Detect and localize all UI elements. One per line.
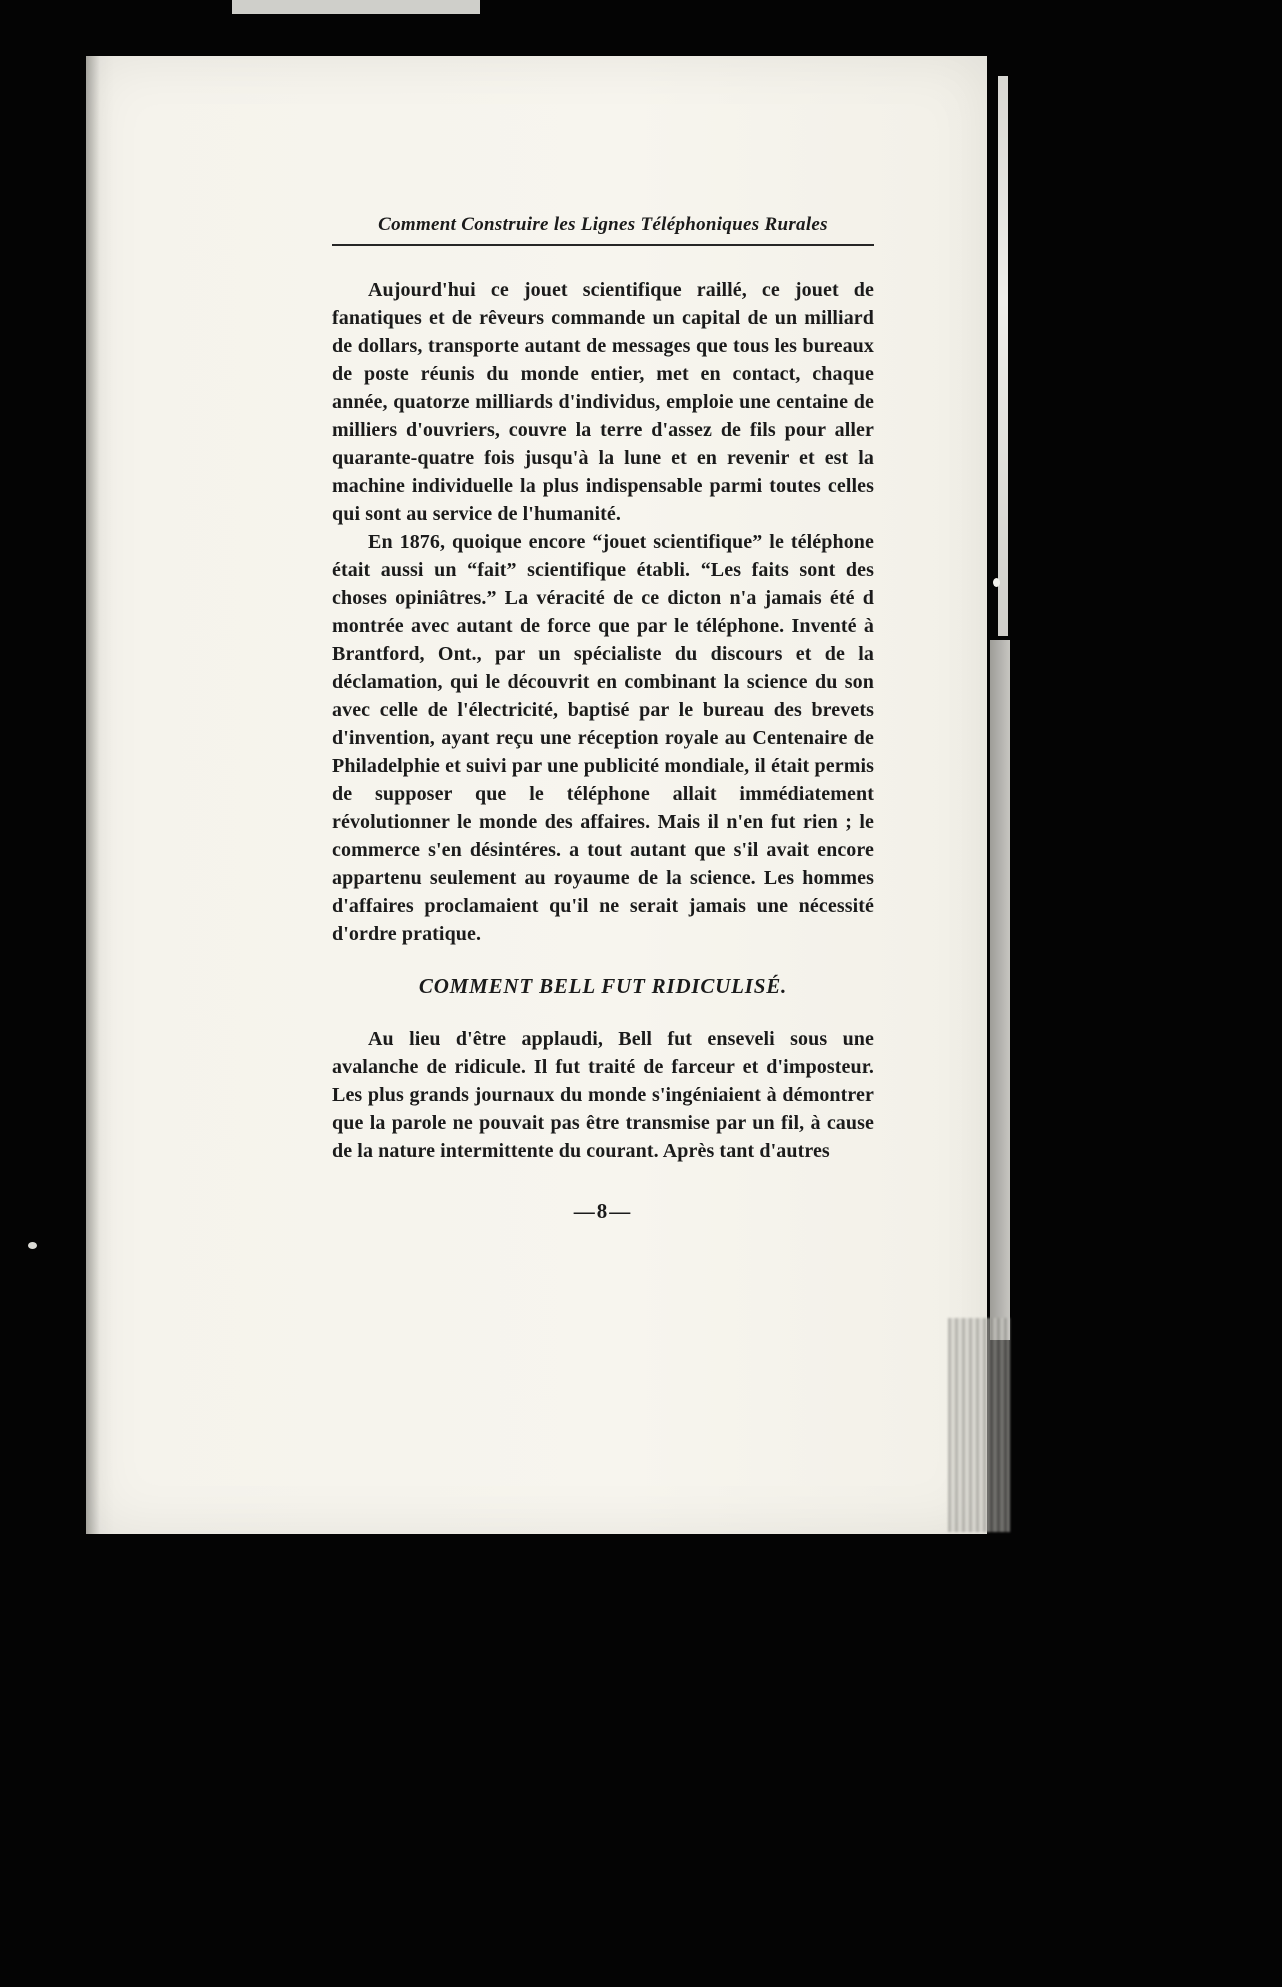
book-page — [86, 56, 987, 1534]
scan-artifact-speck-left — [28, 1242, 37, 1249]
section-heading: COMMENT BELL FUT RIDICULISÉ. — [418, 974, 788, 998]
scan-artifact-bottom-right — [948, 1318, 1010, 1532]
scan-artifact-speck-right — [993, 578, 1000, 587]
scan-artifact-page-edge-lower — [990, 640, 1010, 1340]
paragraph-1: Aujourd'hui ce jouet scientifique raillé, ce jouet de fanatiques et de rêveurs commande un capital de un milliard de dollars, transporte autant de messages que tous les bureaux de poste réunis du monde entier, met en contact, chaque année, quatorze milliards d'individus, emploie une centaine de milliers d'ouvriers, couvre la terre d'assez de fils pour aller quarante-quatre fois jusqu'à la lune et en revenir et est la machine individuelle la plus indispensable parmi toutes celles qui sont au service de l'humanité. — [332, 279, 874, 525]
paragraph-2: En 1876, quoique encore “jouet scientifique” le téléphone était aussi un “fait” scientifique établi. “Les faits sont des choses opiniâtres.” La véracité de ce dicton n'a jamais été d montrée avec autant de force que par le téléphone. Inventé à Brantford, Ont., par un spécialiste du discours et de la déclamation, qui le découvrit en combinant la science du son avec celle de l'électricité, baptisé par le bureau des brevets d'invention, ayant reçu une réception royale au Centenaire de Philadelphie et suivi par une publicité mondiale, il était permis de supposer que le téléphone allait immédiatement révolutionner le monde des affaires. Mais il n'en fut rien ; le commerce s'en désintéres. a tout autant que s'il avait encore appartenu seulement au royaume de la science. Les hommes d'affaires proclamaient qu'il ne serait jamais une nécessité d'ordre pratique. — [332, 531, 874, 945]
page-number: —8— — [573, 1199, 633, 1223]
text-column — [332, 214, 874, 1224]
running-header: Comment Construire les Lignes Téléphoniques Rurales — [332, 214, 874, 246]
scan-artifact-page-edge-upper — [998, 76, 1008, 636]
scan-artifact-top-streak — [232, 0, 480, 14]
paragraph-3: Au lieu d'être applaudi, Bell fut enseveli sous une avalanche de ridicule. Il fut traité de farceur et d'imposteur. Les plus grands journaux du monde s'ingéniaient à démontrer que la parole ne pouvait pas être transmise par un fil, à cause de la nature intermittente du courant. Après tant d'autres — [332, 1028, 874, 1162]
